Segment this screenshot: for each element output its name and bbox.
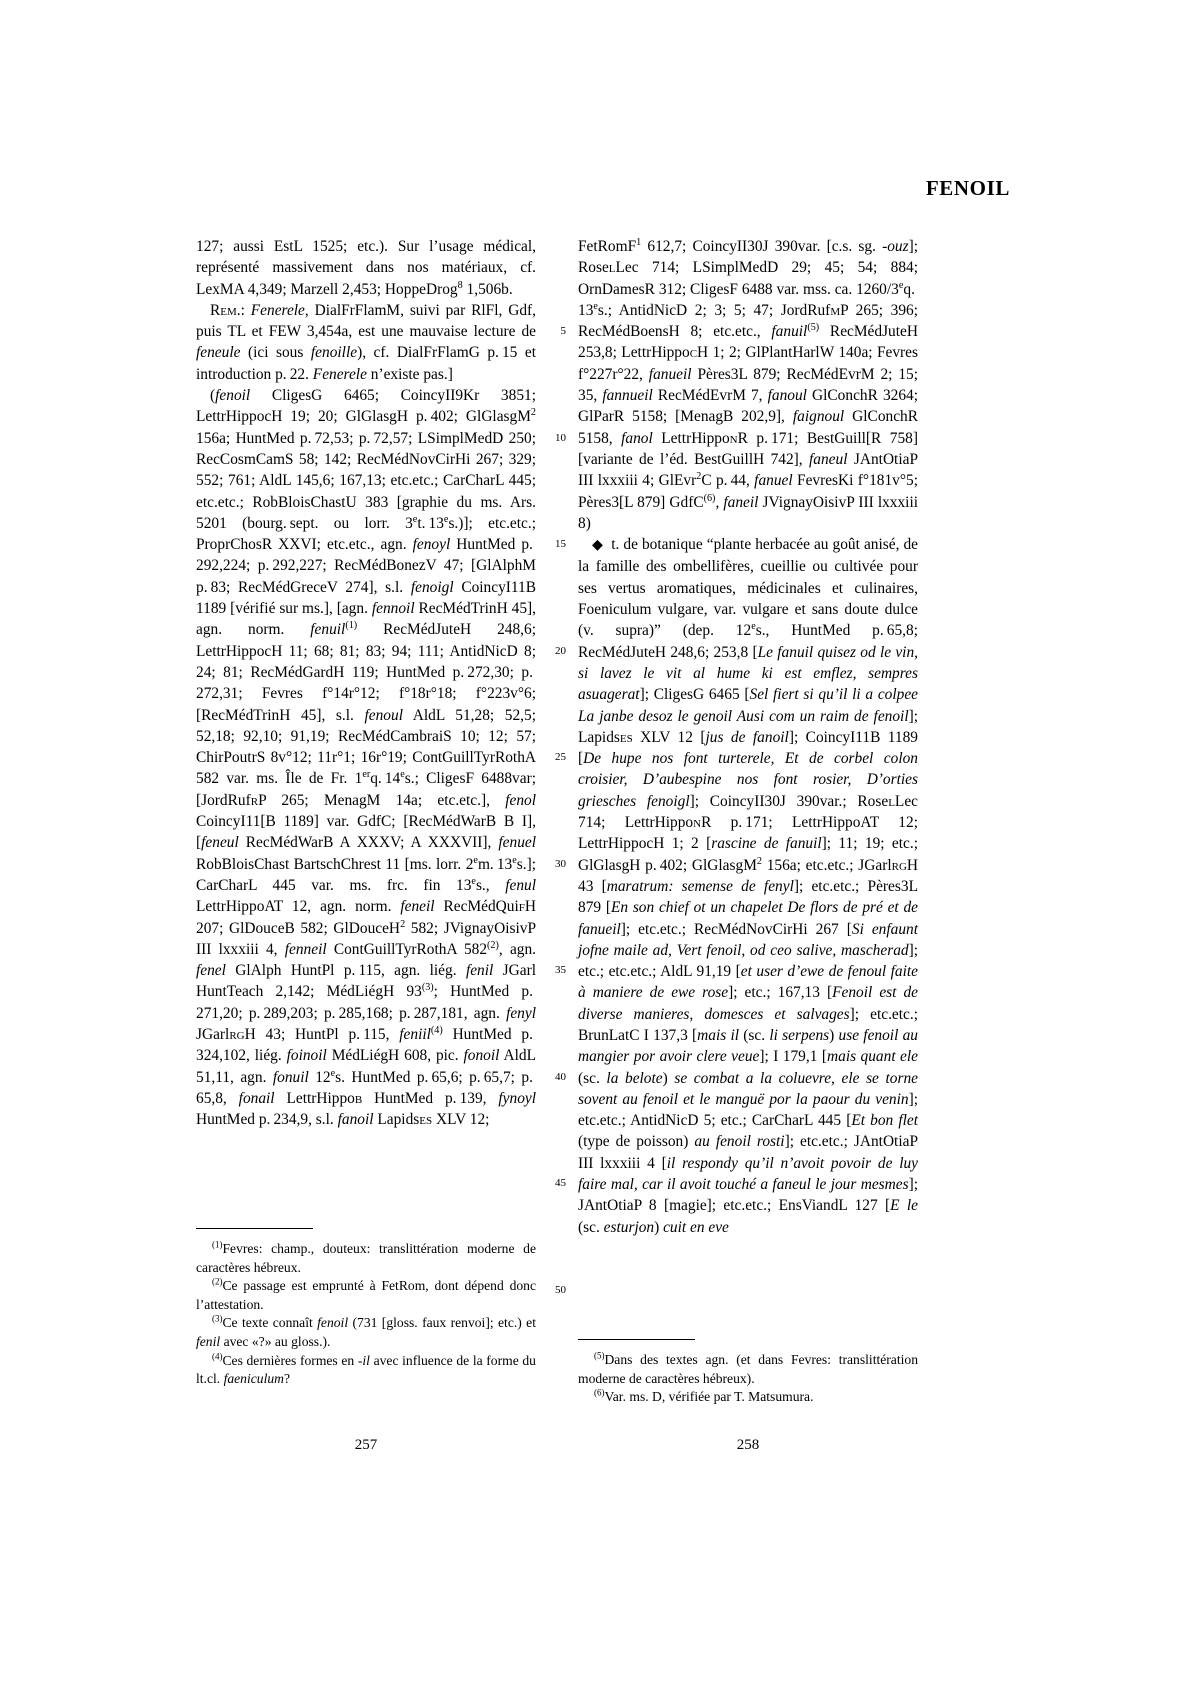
footnote-item: $^{(1)}$Fevres: champ., douteux: translittération moderne de caractères hébreux. <box>196 1239 536 1275</box>
text-column-left <box>196 236 536 1130</box>
paragraph-continuation: 127; aussi EstL 1525; etc.). Sur l’usage médical, représenté massivement dans nos matériaux, cf. LexMA 4,349; Marzell 2,453; HoppeDrog$^8$ 1,506b. <box>196 238 536 298</box>
line-number: 30 <box>555 857 566 870</box>
footnote-item: $^{(6)}$Var. ms. D, vérifiée par T. Matsumura. <box>594 1387 814 1405</box>
footnote-separator-left <box>196 1228 313 1229</box>
footnote-separator-right <box>578 1339 695 1340</box>
line-number: 50 <box>555 1283 566 1296</box>
line-number: 35 <box>555 964 566 977</box>
running-head: FENOIL <box>925 176 1010 200</box>
line-number-gutter <box>542 236 566 1301</box>
footnote-item: $^{(2)}$Ce passage est emprunté à FetRom, dont dépend donc l’attestation. <box>196 1276 536 1312</box>
line-number: 45 <box>555 1177 566 1190</box>
paragraph-remark: Rem.: Fenerele, DialFrFlamM, suivi par RlFl, Gdf, puis TL et FEW 3,454a, est une mauvaise lecture de feneule (ici sous fenoille), cf. DialFrFlamG p. 15 et introduction p. 22. Fenerele n’existe pas.] <box>196 301 536 383</box>
line-number: 40 <box>555 1070 566 1083</box>
footnotes-right <box>578 1351 918 1407</box>
footnote-item: $^{(4)}$Ces dernières formes en -il avec influence de la forme du lt.cl. faeniculum? <box>196 1351 536 1387</box>
line-number: 10 <box>555 431 566 444</box>
paragraph-definition: ◆ t. de botanique “plante herbacée au goût anisé, de la famille des ombellifères, cueillie ou cultivée pour ses vertus aromatiques, médicinales et culinaires, Foeniculum vulgare, var. vulgare et sans doute dulce (v. supra)” (dep. 12es., HuntMed p. 65,8; RecMédJuteH 248,6; 253,8 [Le fanuil quisez od le vin, si lavez le vit al hume ki est emflez, sempres asuagerat]; CligesG 6465 [Sel fiert si qu’il li a colpee La janbe desoz le genoil Ausi com un raim de fenoil]; Lapidses XLV 12 [jus de fanoil]; CoincyI11B 1189 [De hupe nos font turterele, Et de corbel colon croisier, D’aubespine nos font rosier, D’orties griesches fenoigl]; CoincyII30J 390var.; RoselLec 714; LettrHipponR p. 171; LettrHippoAT 12; LettrHippocH 1; 2 [rascine de fanuil]; 11; 19; etc.; GlGlasgH p. 402; GlGlasgM$^2$ 156a; etc.etc.; JGarlrgH 43 [maratrum: semense de fenyl]; etc.etc.; Pères3L 879 [En son chief ot un chapelet De flors de pré et de fanueil]; etc.etc.; RecMédNovCirHi 267 [Si enfaunt jofne maile ad, Vert fenoil, od ceo salive, mascherad]; etc.; etc.etc.; AldL 91,19 [et user d’ewe de fenoul faite à maniere de ewe rose]; etc.; 167,13 [Fenoil est de diverse manieres, domesces et salvages]; etc.etc.; BrunLatC I 137,3 [mais il (sc. li serpens) use fenoil au mangier por avoir clere veue]; I 179,1 [mais quant ele (sc. la belote) se combat a la coluevre, ele se torne sovent au fenoil et le manguë por la paour du venin]; etc.etc.; AntidNicD 5; etc.; CarCharL 445 [Et bon flet (type de poisson) au fenoil rosti]; etc.etc.; JAntOtiaP III lxxxiii 4 [il respondy qu’il n’avoit povoir de luy faire mal, car il avoit touché a faneul le jour mesmes]; JAntOtiaP 8 [magie]; etc.etc.; EnsViandL 127 [E le (sc. esturjon) cuit en eve <box>578 536 919 1236</box>
footnotes-left <box>196 1240 536 1389</box>
line-number: 20 <box>555 644 566 657</box>
folio-number-left: 257 <box>354 1437 378 1453</box>
paragraph-form-list: (fenoil CligesG 6465; CoincyII9Kr 3851; LettrHippocH 19; 20; GlGlasgH p. 402; GlGlasgM$^2$ 156a; HuntMed p. 72,53; p. 72,57; LSimplMedD 250; RecCosmCamS 58; 142; RecMédNovCirHi 267; 329; 552; 761; AldL 145,6; 167,13; etc.etc.; CarCharL 445; etc.etc.; RobBloisChastU 383 [graphie du ms. Ars. 5201 (bourg. sept. ou lorr. 3et. 13es.)]; etc.etc.; ProprChosR XXVI; etc.etc., agn. fenoyl HuntMed p. 292,224; p. 292,227; RecMédBonezV 47; [GlAlphM p. 83; RecMédGreceV 274], s.l. fenoigl CoincyI11B 1189 [vérifié sur ms.], [agn. fennoil RecMédTrinH 45], agn. norm. fenuil$^{(1)}$ RecMédJuteH 248,6; LettrHippocH 11; 68; 81; 83; 94; 111; AntidNicD 8; 24; 81; RecMédGardH 119; HuntMed p. 272,30; p. 272,31; Fevres f°14r°12; f°18r°18; f°223v°6; [RecMédTrinH 45], s.l. fenoul AldL 51,28; 52,5; 52,18; 92,10; 91,19; RecMédCambraiS 10; 12; 57; ChirPoutrS 8v°12; 11r°1; 16r°19; ContGuillTyrRothA 582 var. ms. Île de Fr. 1erq. 14es.; CligesF 6488var; [JordRufrP 265; MenagM 14a; etc.etc.], fenol CoincyI11[B 1189] var. GdfC; [RecMédWarB B I], [feneul RecMédWarB A XXXV; A XXXVII], fenuel RobBloisChast BartschChrest 11 [ms. lorr. 2em. 13es.]; CarCharL 445 var. ms. frc. fin 13es., fenul LettrHippoAT 12, agn. norm. feneil RecMédQuifH 207; GlDouceB 582; GlDouceH$^2$ 582; JVignayOisivP III lxxxiii 4, fenneil ContGuillTyrRothA 582$^{(2)}$, agn. fenel GlAlph HuntPl p. 115, agn. liég. fenil JGarl HuntTeach 2,142; MédLiégH 93$^{(3)}$; HuntMed p. 271,20; p. 289,203; p. 285,168; p. 287,181, agn. fenyl JGarlrgH 43; HuntPl p. 115, feniil$^{(4)}$ HuntMed p. 324,102, liég. foinoil MédLiégH 608, pic. fonoil AldL 51,11, agn. fonuil 12es. HuntMed p. 65,6; p. 65,7; p. 65,8, fonail LettrHippob HuntMed p. 139, fynoyl HuntMed p. 234,9, s.l. fanoil Lapidses XLV 12; <box>196 387 537 1129</box>
line-number: 5 <box>560 325 566 338</box>
line-number: 15 <box>555 538 566 551</box>
lozenge-marker: ◆ <box>592 537 604 554</box>
text-column-right <box>578 236 918 1238</box>
footnote-item: $^{(5)}$Dans des textes agn. (et dans Fevres: translittération moderne de caractères hébreux). <box>578 1350 918 1386</box>
folio-number-right: 258 <box>736 1437 760 1453</box>
paragraph-form-list-continued: FetRomF$^1$ 612,7; CoincyII30J 390var. [c.s. sg. -ouz]; RoselLec 714; LSimplMedD 29; 45; 54; 884; OrnDamesR 312; CligesF 6488 var. mss. ca. 1260/3eq. 13es.; AntidNicD 2; 3; 5; 47; JordRufmP 265; 396; RecMédBoensH 8; etc.etc., fanuil$^{(5)}$ RecMédJuteH 253,8; LettrHippocH 1; 2; GlPlantHarlW 140a; Fevres f°227r°22, fanueil Pères3L 879; RecMédEvrM 2; 15; 35, fannueil RecMédEvrM 7, fanoul GlConchR 3264; GlParR 5158; [MenagB 202,9], faignoul GlConchR 5158, fanol LettrHipponR p. 171; BestGuill[R 758] [variante de l’éd. BestGuillH 742], faneul JAntOtiaP III lxxxiii 4; GlEvr$^2$C p. 44, fanuel FevresKi f°181v°5; Pères3[L 879] GdfC$^{(6)}$, faneil JVignayOisivP III lxxxiii 8) <box>578 236 919 532</box>
line-number: 25 <box>555 751 566 764</box>
footnote-item: $^{(3)}$Ce texte connaît fenoil (731 [gloss. faux renvoi]; etc.) et fenil avec «?» au gloss.). <box>196 1313 536 1349</box>
